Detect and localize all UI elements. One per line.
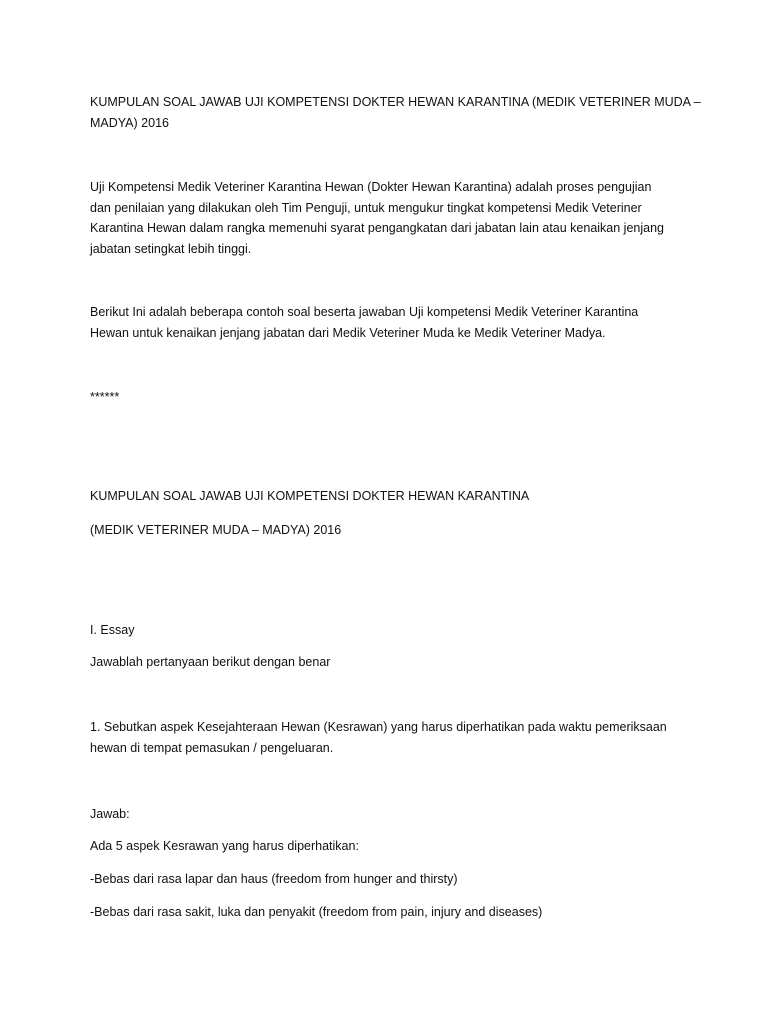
intro-line: Uji Kompetensi Medik Veteriner Karantina Hewan (Dokter Hewan Karantina) adalah proses pengujian (90, 180, 652, 194)
answer-point: -Bebas dari rasa lapar dan haus (freedom from hunger and thirsty) (90, 872, 458, 886)
examples-paragraph (90, 302, 675, 343)
examples-line: Hewan untuk kenaikan jenjang jabatan dari Medik Veteriner Muda ke Medik Veteriner Madya. (90, 325, 606, 340)
document-title-line: KUMPULAN SOAL JAWAB UJI KOMPETENSI DOKTER HEWAN KARANTINA (MEDIK VETERINER MUDA – (90, 95, 701, 109)
answer-intro: Ada 5 aspek Kesrawan yang harus diperhatikan: (90, 839, 359, 853)
essay-section-title: I. Essay (90, 623, 135, 637)
document-title (90, 92, 701, 133)
examples-line: Berikut Ini adalah beberapa contoh soal beserta jawaban Uji kompetensi Medik Veteriner Karantina (90, 305, 639, 319)
intro-line: dan penilaian yang dilakukan oleh Tim Penguji, untuk mengukur tingkat kompetensi Medik Veteriner (90, 200, 642, 215)
question-1 (90, 717, 675, 758)
section-heading-line-2: (MEDIK VETERINER MUDA – MADYA) 2016 (90, 523, 342, 537)
answer-point: -Bebas dari rasa sakit, luka dan penyakit (freedom from pain, injury and diseases) (90, 905, 543, 919)
answer-label: Jawab: (90, 807, 130, 821)
question-line: 1. Sebutkan aspek Kesejahteraan Hewan (Kesrawan) yang harus diperhatikan pada waktu pemeriksaan (90, 720, 667, 734)
section-heading-line-1: KUMPULAN SOAL JAWAB UJI KOMPETENSI DOKTER HEWAN KARANTINA (90, 489, 530, 503)
intro-line: Karantina Hewan dalam rangka memenuhi syarat pengangkatan dari jabatan lain atau kenaikan jenjang (90, 221, 664, 235)
intro-paragraph (90, 177, 675, 259)
question-line: hewan di tempat pemasukan / pengeluaran. (90, 740, 334, 755)
essay-instruction: Jawablah pertanyaan berikut dengan benar (90, 655, 331, 669)
intro-line: jabatan setingkat lebih tinggi. (90, 241, 252, 256)
document-title-line: MADYA) 2016 (90, 115, 169, 130)
separator: ****** (90, 390, 120, 404)
